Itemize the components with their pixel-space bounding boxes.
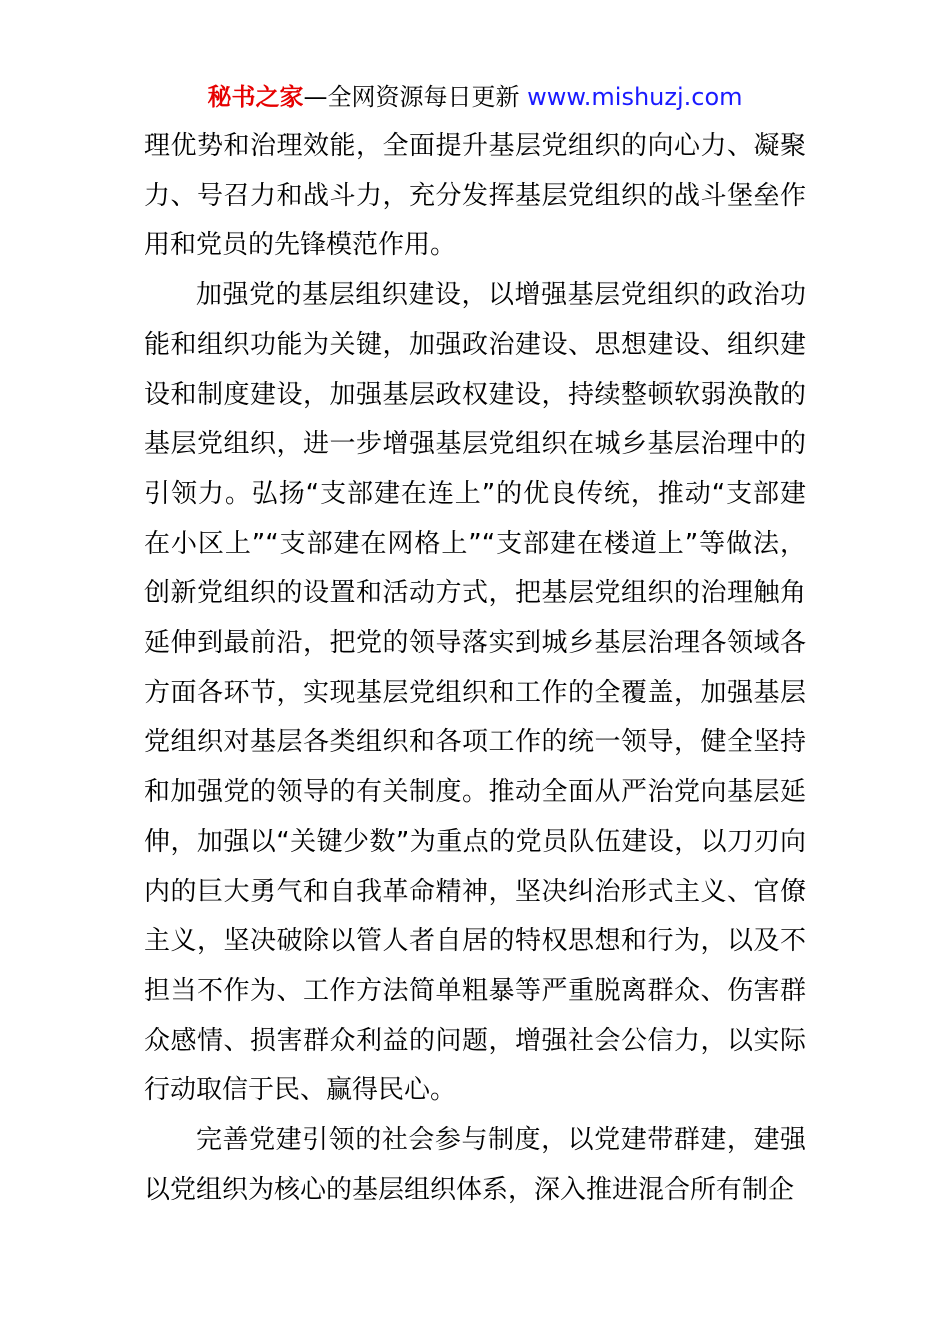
- paragraph: 完善党建引领的社会参与制度，以党建带群建，建强以党组织为核心的基层组织体系，深入推进混合所有制企: [144, 1125, 806, 1205]
- page-header: [0, 80, 950, 114]
- paragraph: 加强党的基层组织建设，以增强基层党组织的政治功能和组织功能为关键，加强政治建设、思想建设、组织建设和制度建设，加强基层政权建设，持续整顿软弱涣散的基层党组织，进一步增强基层党组织在城乡基层治理中的引领力。弘扬“支部建在连上”的优良传统，推动“支部建在小区上”“支部建在网格上”“支部建在楼道上”等做法，创新党组织的设置和活动方式，把基层党组织的治理触角延伸到最前沿，把党的领导落实到城乡基层治理各领域各方面各环节，实现基层党组织和工作的全覆盖，加强基层党组织对基层各类组织和各项工作的统一领导，健全坚持和加强党的领导的有关制度。推动全面从严治党向基层延伸，加强以“关键少数”为重点的党员队伍建设，以刀刃向内的巨大勇气和自我革命精神，坚决纠治形式主义、官僚主义，坚决破除以管人者自居的特权思想和行为，以及不担当不作为、工作方法简单粗暴等严重脱离群众、伤害群众感情、损害群众利益的问题，增强社会公信力，以实际行动取信于民、赢得民心。: [144, 280, 806, 1106]
- site-url-link[interactable]: www.mishuzj.com: [527, 83, 743, 111]
- paragraph-continued: 理优势和治理效能，全面提升基层党组织的向心力、凝聚力、号召力和战斗力，充分发挥基层党组织的战斗堡垒作用和党员的先锋模范作用。: [144, 131, 806, 261]
- site-tagline: —全网资源每日更新: [303, 83, 528, 111]
- site-brand: 秘书之家: [207, 83, 304, 111]
- document-body: [144, 122, 806, 1215]
